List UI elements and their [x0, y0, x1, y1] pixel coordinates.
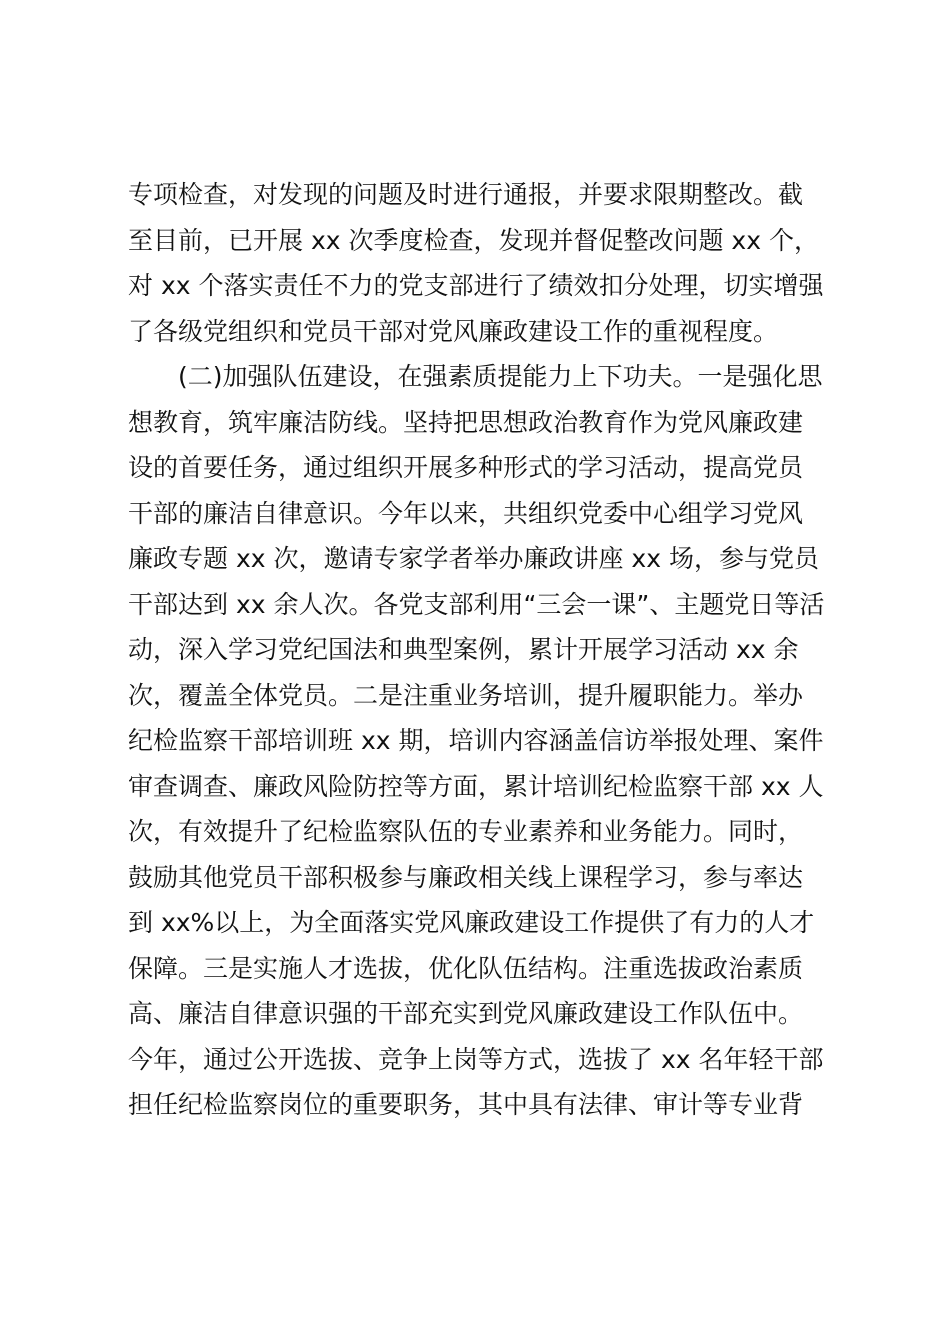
text-line: 对 xx 个落实责任不力的党支部进行了绩效扣分处理，切实增强 [128, 271, 824, 300]
text-line: 高、廉洁自律意识强的干部充实到党风廉政建设工作队伍中。 [128, 999, 804, 1028]
section-heading-line: (二)加强队伍建设，在强素质提能力上下功夫。一是强化思 [128, 362, 823, 391]
text-line: 鼓励其他党员干部积极参与廉政相关线上课程学习，参与率达 [128, 862, 804, 892]
text-line: 专项检查，对发现的问题及时进行通报，并要求限期整改。截 [128, 180, 804, 209]
text-line: 保障。三是实施人才选拔，优化队伍结构。注重选拔政治素质 [128, 953, 804, 983]
text-line: 干部的廉洁自律意识。今年以来，共组织党委中心组学习党风 [128, 498, 804, 528]
text-line: 想教育，筑牢廉洁防线。坚持把思想政治教育作为党风廉政建 [128, 407, 804, 437]
text-line: 审查调查、廉政风险防控等方面，累计培训纪检监察干部 xx 人 [128, 771, 824, 801]
body-text [128, 172, 832, 1128]
text-line: 次，有效提升了纪检监察队伍的专业素养和业务能力。同时， [128, 817, 804, 846]
text-line: 干部达到 xx 余人次。各党支部利用“三会一课”、主题党日等活 [128, 589, 825, 619]
text-line: 动，深入学习党纪国法和典型案例，累计开展学习活动 xx 余 [128, 635, 799, 664]
text-line: 今年，通过公开选拔、竞争上岗等方式，选拔了 xx 名年轻干部 [128, 1044, 824, 1074]
text-line: 了各级党组织和党员干部对党风廉政建设工作的重视程度。 [128, 316, 779, 346]
text-line: 至目前，已开展 xx 次季度检查，发现并督促整改问题 xx 个， [128, 225, 819, 255]
text-line: 纪检监察干部培训班 xx 期，培训内容涵盖信访举报处理、案件 [128, 726, 824, 755]
text-line: 廉政专题 xx 次，邀请专家学者举办廉政讲座 xx 场，参与党员 [128, 544, 819, 573]
text-line: 到 xx%以上，为全面落实党风廉政建设工作提供了有力的人才 [128, 908, 815, 937]
text-line: 担任纪检监察岗位的重要职务，其中具有法律、审计等专业背 [128, 1090, 804, 1119]
text-line: 次，覆盖全体党员。二是注重业务培训，提升履职能力。举办 [128, 680, 804, 710]
text-line: 设的首要任务，通过组织开展多种形式的学习活动，提高党员 [128, 453, 804, 482]
